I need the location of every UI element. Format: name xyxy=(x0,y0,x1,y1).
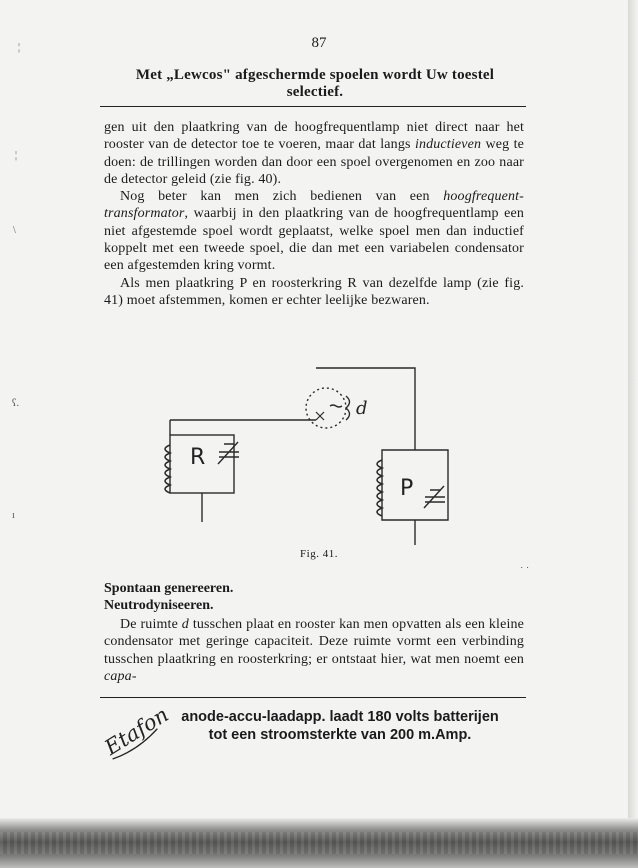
circuit-diagram xyxy=(140,360,470,545)
header-line: selectief. xyxy=(286,84,344,100)
body-text-top xyxy=(104,119,524,309)
paragraph-text: Nog beter kan men zich bedienen van een xyxy=(120,189,444,205)
figure-caption: Fig. 41. xyxy=(300,548,338,560)
inductor-r xyxy=(165,445,170,493)
advert-text xyxy=(160,708,520,744)
header-rule xyxy=(100,106,526,107)
capacitor-p xyxy=(424,486,445,508)
paragraph-text: gen uit den plaatkring van de hoogfrequentlamp niet direct naar het rooster van de detector toe te voeren, maar dat langs xyxy=(104,120,524,153)
advert-line: tot een stroomsterkte van 200 m.Amp. xyxy=(208,727,472,743)
plate-symbol xyxy=(330,405,342,407)
page-edge-shadow xyxy=(628,0,638,868)
grid-symbol xyxy=(316,412,324,420)
paragraph-text: tusschen plaat en rooster kan men opvatten als een kleine condensator met geringe capaciteit. Deze ruimte vormt een verbinding tusschen plaatkring en roosterkring; er ontstaat hier, wat men noemt een xyxy=(104,617,524,667)
italic-term: d xyxy=(181,617,189,632)
margin-speck: ˙ ˙ xyxy=(520,566,530,577)
body-text-bottom xyxy=(104,616,524,685)
advert-line: anode-accu-laadapp. laadt 180 volts batterijen xyxy=(181,709,499,725)
running-header xyxy=(100,67,530,101)
margin-speck: ¦ xyxy=(18,42,21,53)
etafon-logo xyxy=(100,700,173,764)
paragraph-text: De ruimte xyxy=(120,617,182,632)
paragraph xyxy=(104,616,524,685)
scan-bottom-band xyxy=(0,818,638,868)
inductor-p xyxy=(377,460,382,516)
margin-speck: \ xyxy=(13,225,16,236)
italic-term: hoogfrequent-transformator xyxy=(104,189,524,222)
logo-text: Etafon xyxy=(100,702,173,760)
page-number: 87 xyxy=(311,35,327,51)
label-d: d xyxy=(356,398,368,419)
advert-rule xyxy=(100,697,526,698)
margin-speck: ı xyxy=(12,510,15,521)
header-line: Met „Lewcos" afgeschermde spoelen wordt Uw toestel xyxy=(135,67,495,83)
subheading: Spontaan genereeren. xyxy=(104,581,234,596)
paragraph xyxy=(104,188,524,274)
filament-coil xyxy=(346,396,350,420)
paragraph xyxy=(104,119,524,188)
label-r: R xyxy=(190,445,206,470)
lamp-envelope xyxy=(306,388,346,428)
subheading: Neutrodyniseeren. xyxy=(104,598,214,613)
italic-term: capa- xyxy=(104,668,137,684)
paragraph-text: , waarbij in den plaatkring van de hoogfrequentlamp een niet afgestemde spoel wordt geplaatst, welke spoel men dan inductief koppelt met een tweede spoel, die dan met een variabelen condensator een afgestemden kring vormt. xyxy=(104,206,524,274)
plate-circuit-box xyxy=(382,450,448,520)
margin-speck: ¦ xyxy=(15,150,18,161)
label-p: P xyxy=(400,476,414,501)
paragraph-text: weg te doen: de trillingen worden dan door een spoel overgenomen en zoo naar de detector geleid (zie fig. 40). xyxy=(104,137,525,187)
paragraph: Als men plaatkring P en roosterkring R van dezelfde lamp (zie fig. 41) moet afstemmen, komen er echter leelijke bezwaren. xyxy=(104,275,524,308)
capacitor-r xyxy=(218,442,239,464)
margin-speck: ʕ. xyxy=(12,398,19,409)
italic-term: inductieven xyxy=(414,137,482,153)
